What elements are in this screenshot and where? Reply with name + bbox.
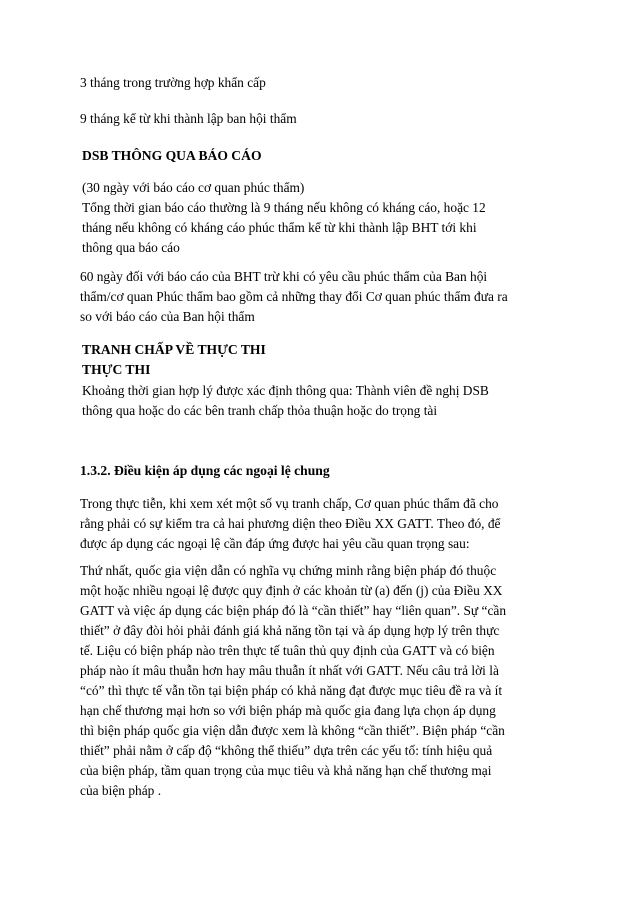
section-body-line: “có” thì thực tế vẫn tồn tại biện pháp có khả năng đạt được mục tiêu đề ra và ít: [80, 683, 503, 698]
dispute-body-line: Khoảng thời gian hợp lý được xác định thông qua: Thành viên đề nghị DSB: [82, 383, 489, 398]
section-body-line: GATT và việc áp dụng các biện pháp đó là “cần thiết” hay “liên quan”. Sự “cần: [80, 603, 507, 618]
dispute-body-line: thông qua hoặc do các bên tranh chấp thỏa thuận hoặc do trọng tài: [82, 403, 438, 418]
section-body-line: một hoặc nhiều ngoại lệ được quy định ở các khoản từ (a) đến (j) của Điều XX: [80, 583, 503, 598]
dsb-heading: DSB THÔNG QUA BÁO CÁO: [82, 148, 262, 163]
appeal-paragraph-line: thẩm/cơ quan Phúc thẩm bao gồm cả những thay đổi Cơ quan phúc thẩm đưa ra: [80, 289, 508, 304]
appeal-paragraph-line: 60 ngày đối với báo cáo của BHT trừ khi có yêu cầu phúc thẩm của Ban hội: [80, 269, 488, 284]
section-body-line: của biện pháp .: [80, 783, 162, 798]
section-body-line: thiết” ở đây đòi hỏi phải đánh giá khả năng tồn tại và áp dụng hợp lý trên thực: [80, 623, 500, 638]
dsb-body-line: thông qua báo cáo: [82, 240, 180, 255]
intro-line: 3 tháng trong trường hợp khẩn cấp: [80, 75, 266, 90]
dispute-heading: THỰC THI: [82, 362, 151, 377]
dispute-heading: TRANH CHẤP VỀ THỰC THI: [82, 342, 266, 357]
appeal-paragraph-line: so với báo cáo của Ban hội thẩm: [80, 309, 255, 324]
section-body-line: của biện pháp, tầm quan trọng của mục tiêu và khả năng hạn chế thương mại: [80, 763, 492, 778]
section-body-line: thiết” phải nằm ở cấp độ “không thể thiếu” dựa trên các yếu tố: tính hiệu quả: [80, 743, 493, 758]
section-intro-line: rằng phải có sự kiểm tra cả hai phương diện theo Điều XX GATT. Theo đó, để: [80, 516, 501, 531]
section-body-line: tế. Liệu có biện pháp nào trên thực tế tuân thủ quy định của GATT và có biện: [80, 643, 495, 658]
section-heading: 1.3.2. Điều kiện áp dụng các ngoại lệ chung: [80, 463, 330, 478]
section-intro-line: Trong thực tiễn, khi xem xét một số vụ tranh chấp, Cơ quan phúc thẩm đã cho: [80, 496, 499, 511]
dsb-body-line: Tổng thời gian báo cáo thường là 9 tháng nếu không có kháng cáo, hoặc 12: [82, 200, 486, 215]
section-body-line: Thứ nhất, quốc gia viện dẫn có nghĩa vụ chứng minh rằng biện pháp đó thuộc: [80, 563, 497, 578]
section-intro-line: được áp dụng các ngoại lệ cần đáp ứng được hai yêu cầu quan trọng sau:: [80, 536, 470, 551]
dsb-body-line: (30 ngày với báo cáo cơ quan phúc thẩm): [82, 180, 305, 195]
intro-line: 9 tháng kể từ khi thành lập ban hội thẩm: [80, 111, 297, 126]
section-body-line: hạn chế thương mại hơn so với biện pháp mà quốc gia đang lựa chọn áp dụng: [80, 703, 496, 718]
section-body-line: pháp nào ít mâu thuẫn hơn hay mâu thuẫn ít nhất với GATT. Nếu câu trả lời là: [80, 663, 499, 678]
dsb-body-line: tháng nếu không có kháng cáo phúc thẩm kể từ khi thành lập BHT tới khi: [82, 220, 477, 235]
section-body-line: thì biện pháp quốc gia viện dẫn được xem là không “cần thiết”. Biện pháp “cần: [80, 723, 505, 738]
